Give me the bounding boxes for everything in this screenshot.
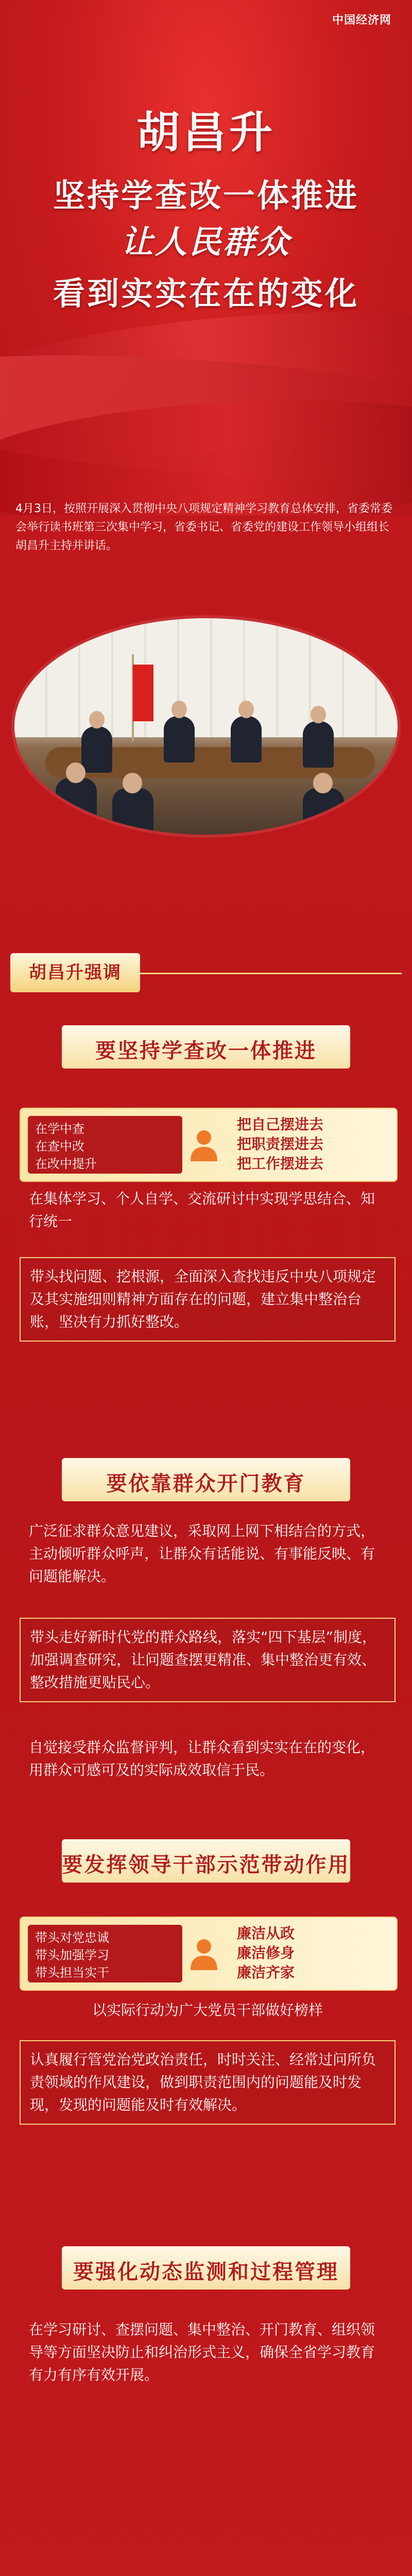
section-title: 要依靠群众开门教育 <box>106 1472 306 1496</box>
meeting-photo <box>14 618 398 835</box>
text-block: 在集体学习、个人自学、交流研讨中实现学思结合、知行统一 <box>29 1190 375 1230</box>
text-block: 广泛征求群众意见建议，采取网上网下相结合的方式，主动倾听群众呼声，让群众有话能说、有事能反映、有问题能解决。 <box>29 1522 375 1585</box>
section-header-2 <box>0 1458 412 1501</box>
text-block: 以实际行动为广大党员干部做好榜样 <box>92 2002 323 2019</box>
section-header-3 <box>0 1839 412 1883</box>
section-header-1 <box>0 1025 412 1069</box>
person-name-title: 胡昌升 <box>136 107 276 158</box>
header-banner <box>0 0 412 515</box>
section-header-4 <box>0 2246 412 2290</box>
integrity-items: 廉洁从政 廉洁修身 廉洁齐家 <box>237 1925 295 1981</box>
divider <box>140 973 402 974</box>
person-icon <box>185 1935 222 1972</box>
lead-steps: 带头对党忠诚 带头加强学习 带头担当实干 <box>28 1925 182 1982</box>
text-block: 带头找问题、挖根源，全面深入查找违反中央八项规定及其实施细则精神方面存在的问题，建立集中整治台账，坚决有力抓好整改。 <box>20 1257 396 1342</box>
text-block: 带头走好新时代党的群众路线，落实“四下基层”制度，加强调查研究，让问题查摆更精准、集中整治更有效、整改措施更贴民心。 <box>20 1618 396 1702</box>
text-block: 认真履行管党治党政治责任，时时关注、经常过问所负责领域的作风建设，做到职责范围内的问题能及时发现，发现的问题能及时有效解决。 <box>20 2040 396 2125</box>
headline-line-1: 坚持学查改一体推进 <box>53 177 359 214</box>
section-title: 要发挥领导干部示范带动作用 <box>62 1853 350 1877</box>
self-check-items: 把自己摆进去 把职责摆进去 把工作摆进去 <box>237 1116 324 1172</box>
flag-icon <box>133 665 153 721</box>
text-block: 自觉接受群众监督评判，让群众看到实实在在的变化，用群众可感可及的实际成效取信于民。 <box>29 1739 375 1778</box>
section-title: 要强化动态监测和过程管理 <box>73 2260 339 2284</box>
person-icon <box>185 1126 222 1163</box>
site-logo: 中国经济网 <box>332 14 391 27</box>
intro-paragraph: 4月3日，按照开展深入贯彻中央八项规定精神学习教育总体安排，省委常委会举行读书班第三次集中学习，省委书记、省委党的建设工作领导小组组长胡昌升主持并讲话。 <box>15 502 392 552</box>
section-title: 要坚持学查改一体推进 <box>95 1039 317 1063</box>
headline-line-2: 让人民群众 <box>121 223 291 261</box>
emphasis-banner: 胡昌升强调 <box>10 953 140 992</box>
leadership-box <box>20 1917 398 1991</box>
study-steps: 在学中查 在查中改 在改中提升 <box>28 1116 182 1174</box>
study-check-box <box>20 1108 398 1182</box>
text-block: 在学习研讨、查摆问题、集中整治、开门教育、组织领导等方面坚决防止和纠治形式主义，确保全省学习教育有力有序有效开展。 <box>29 2321 375 2383</box>
headline-line-3: 看到实实在在的变化 <box>53 275 359 312</box>
